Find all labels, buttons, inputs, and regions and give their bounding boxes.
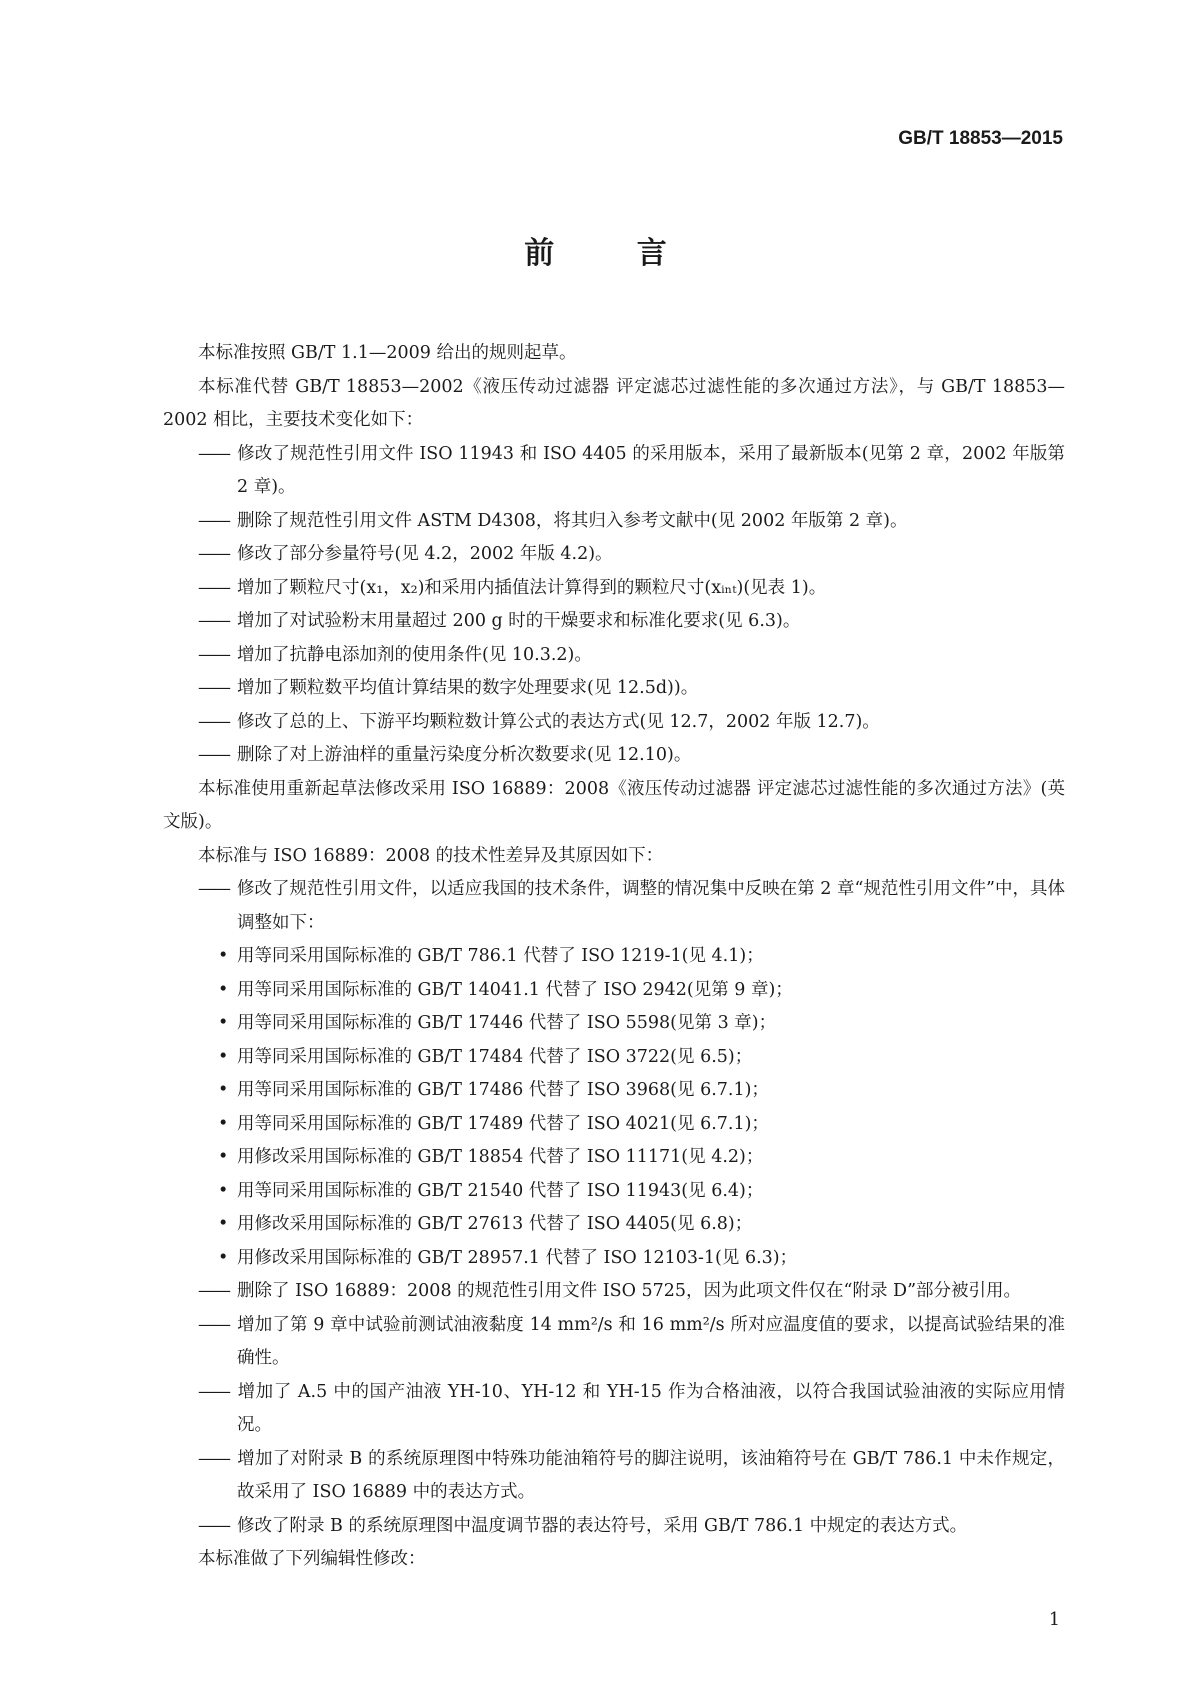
list-item: • 用等同采用国际标准的 GB/T 14041.1 代替了 ISO 2942(见第 9 章)； [163, 974, 1065, 1008]
list-item: • 用修改采用国际标准的 GB/T 18854 代替了 ISO 11171(见 4.2)； [163, 1141, 1065, 1175]
dash-mark: —— [198, 1448, 229, 1469]
list-item: —— 增加了对试验粉末用量超过 200 g 时的干燥要求和标准化要求(见 6.3)。 [163, 605, 1065, 639]
dash-mark: —— [198, 544, 229, 564]
bullet-list [163, 940, 1065, 1275]
bullet-mark: • [218, 1046, 229, 1067]
list-item: • 用等同采用国际标准的 GB/T 786.1 代替了 ISO 1219-1(见 4.1)； [163, 940, 1065, 974]
paragraph: 本标准做了下列编辑性修改： [198, 1549, 426, 1569]
dash-mark: —— [198, 644, 229, 665]
list-item: • 用等同采用国际标准的 GB/T 17446 代替了 ISO 5598(见第 3 章)； [163, 1007, 1065, 1041]
list-item: • 用等同采用国际标准的 GB/T 17484 代替了 ISO 3722(见 6.5)； [163, 1041, 1065, 1075]
diff-list [163, 1275, 1065, 1543]
paragraph: 本标准与 ISO 16889：2008 的技术性差异及其原因如下： [198, 845, 664, 866]
bullet-mark: • [218, 1180, 229, 1201]
dash-mark: —— [198, 745, 229, 765]
list-item: —— 增加了颗粒数平均值计算结果的数字处理要求(见 12.5d))。 [163, 672, 1065, 706]
list-item: —— 删除了规范性引用文件 ASTM D4308，将其归入参考文献中(见 2002 年版第 2 章)。 [163, 505, 1065, 539]
list-item: • 用修改采用国际标准的 GB/T 27613 代替了 ISO 4405(见 6.8)； [163, 1208, 1065, 1242]
bullet-mark: • [218, 1214, 229, 1234]
list-item: —— 修改了总的上、下游平均颗粒数计算公式的表达方式(见 12.7，2002 年版 12.7)。 [163, 706, 1065, 740]
dash-mark: —— [198, 443, 229, 464]
list-item: —— 修改了规范性引用文件 ISO 11943 和 ISO 4405 的采用版本，采用了最新版本(见第 2 章，2002 年版第 2 章)。 [163, 438, 1065, 505]
list-item: • 用等同采用国际标准的 GB/T 17489 代替了 ISO 4021(见 6.7.1)； [163, 1108, 1065, 1142]
standard-number: GB/T 18853—2015 [898, 128, 1063, 149]
list-item: • 用等同采用国际标准的 GB/T 17486 代替了 ISO 3968(见 6.7.1)； [163, 1074, 1065, 1108]
paragraph: 本标准代替 GB/T 18853—2002《液压传动过滤器 评定滤芯过滤性能的多次通过方法》，与 GB/T 18853—2002 相比，主要技术变化如下： [163, 376, 1065, 430]
paragraph: 本标准使用重新起草法修改采用 ISO 16889：2008《液压传动过滤器 评定滤芯过滤性能的多次通过方法》(英文版)。 [163, 778, 1065, 832]
dash-mark: —— [198, 1281, 229, 1301]
list-item: —— 增加了对附录 B 的系统原理图中特殊功能油箱符号的脚注说明，该油箱符号在 GB/T 786.1 中未作规定，故采用了 ISO 16889 中的表达方式。 [163, 1443, 1065, 1510]
dash-mark: —— [198, 611, 229, 631]
bullet-mark: • [218, 1247, 229, 1268]
list-item: —— 修改了部分参量符号(见 4.2，2002 年版 4.2)。 [163, 538, 1065, 572]
dash-mark: —— [198, 510, 229, 531]
dash-mark: —— [198, 1381, 229, 1402]
list-item: • 用等同采用国际标准的 GB/T 21540 代替了 ISO 11943(见 6.4)； [163, 1175, 1065, 1209]
page-title: 前 言 [524, 236, 703, 271]
list-item: —— 增加了颗粒尺寸(x₁，x₂)和采用内插值法计算得到的颗粒尺寸(xᵢₙₜ)(见表 1)。 [163, 572, 1065, 606]
bullet-mark: • [218, 1147, 229, 1167]
bullet-mark: • [218, 979, 229, 1000]
list-item: —— 删除了 ISO 16889：2008 的规范性引用文件 ISO 5725，因为此项文件仅在“附录 D”部分被引用。 [163, 1275, 1065, 1309]
bullet-mark: • [218, 1080, 229, 1100]
page-number: 1 [1048, 1610, 1060, 1630]
list-item: —— 增加了 A.5 中的国产油液 YH-10、YH-12 和 YH-15 作为合格油液，以符合我国试验油液的实际应用情况。 [163, 1376, 1065, 1443]
dash-mark: —— [198, 678, 229, 698]
bullet-mark: • [218, 1113, 229, 1134]
dash-mark: —— [198, 879, 229, 899]
dash-mark: —— [198, 711, 229, 732]
bullet-mark: • [218, 1013, 229, 1033]
list-item: —— 增加了第 9 章中试验前测试油液黏度 14 mm²/s 和 16 mm²/s 所对应温度值的要求，以提高试验结果的准确性。 [163, 1309, 1065, 1376]
dash-mark: —— [198, 1314, 229, 1335]
bullet-mark: • [218, 946, 229, 966]
list-item: —— 删除了对上游油样的重量污染度分析次数要求(见 12.10)。 [163, 739, 1065, 773]
list-item: • 用修改采用国际标准的 GB/T 28957.1 代替了 ISO 12103-1(见 6.3)； [163, 1242, 1065, 1276]
paragraph: 本标准按照 GB/T 1.1—2009 给出的规则起草。 [198, 343, 577, 363]
list-item: —— 增加了抗静电添加剂的使用条件(见 10.3.2)。 [163, 639, 1065, 673]
document-body [163, 337, 1065, 1577]
list-item: —— 修改了附录 B 的系统原理图中温度调节器的表达符号，采用 GB/T 786.1 中规定的表达方式。 [163, 1510, 1065, 1544]
dash-mark: —— [198, 577, 229, 598]
list-item: —— 修改了规范性引用文件，以适应我国的技术条件，调整的情况集中反映在第 2 章“规范性引用文件”中，具体调整如下： [163, 873, 1065, 940]
dash-mark: —— [198, 1515, 229, 1536]
changes-list [163, 438, 1065, 773]
